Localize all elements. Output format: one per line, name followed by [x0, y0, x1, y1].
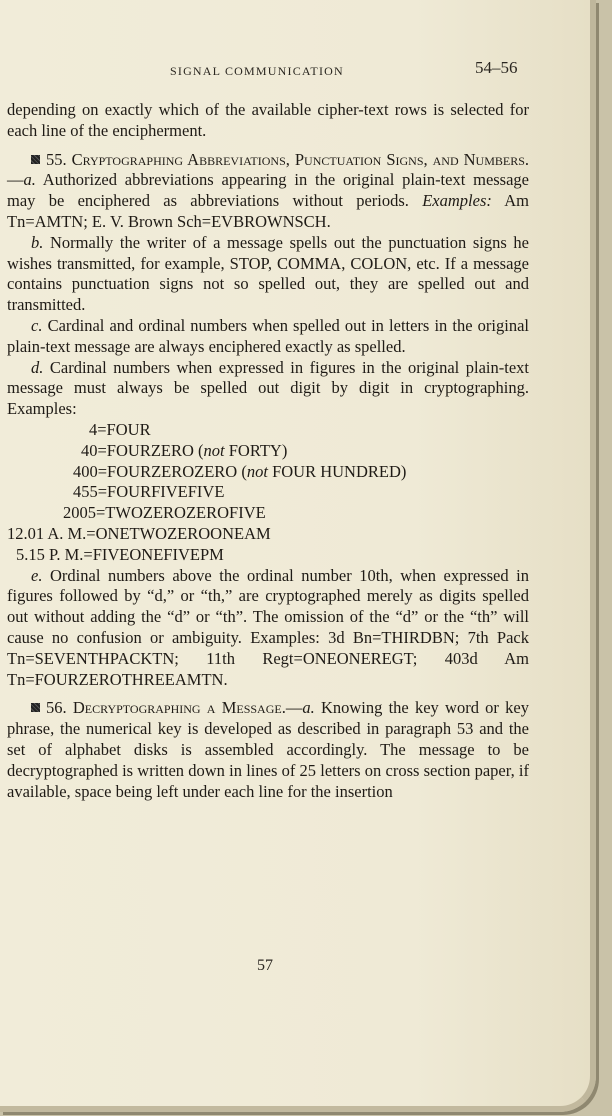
- text-55c: Cardinal and ordinal numbers when spelled out in letters in the original plain-text message are always enciphered exactly as spelled.: [7, 315, 529, 356]
- page-header: [0, 58, 590, 82]
- paragraph-55a: 55. Cryptographing Abbreviations, Punctuation Signs, and Numbers.—a. Authorized abbreviations appearing in the original plain-text message may be enciphered as abbreviations without periods. Examples: Am Tn=AMTN; E. V. Brown Sch=EVBROWNSCH.: [7, 149, 530, 231]
- label-55c: c.: [31, 315, 43, 335]
- section-range: 54–56: [475, 58, 518, 77]
- examples-55a: Am Tn=AMTN; E. V. Brown Sch=EVBROWNSCH.: [7, 191, 530, 231]
- label-56a: a.: [302, 698, 315, 718]
- text-55b: Normally the writer of a message spells out the punctuation signs he wishes transmitted, for example, STOP, COMMA, COLON, etc. If a message contains punctuation signs not so spelled out, they are spelled out and transmitted.: [7, 232, 530, 315]
- example-line: 455=FOURFIVEFIVE: [73, 482, 225, 502]
- section-marker-icon: [31, 703, 40, 712]
- paragraph-55e: [7, 566, 529, 691]
- paragraph-55b: [7, 233, 529, 316]
- example-line: 40=FOURZERO (not FORTY): [81, 440, 288, 460]
- examples-label-55a: Examples:: [422, 191, 492, 211]
- section-55-heading: Cryptographing Abbreviations, Punctuation Signs, and Numbers.: [71, 149, 529, 169]
- paragraph-56a: 56. Decryptographing a Message.—a. Knowing the key word or key phrase, the numerical key is developed as described in paragraph 53 and the set of alphabet disks is assembled accordingly. The message to be decryptographed is written down in lines of 25 letters on cross section paper, if available, space being left under each line for the insertion: [7, 698, 529, 801]
- label-55d: d.: [31, 357, 44, 377]
- paragraph-55c: [7, 316, 529, 358]
- example-line: 400=FOURZEROZERO (not FOUR HUNDRED): [73, 461, 407, 481]
- section-56-heading: Decryptographing a Message.: [72, 698, 286, 718]
- label-55a: a.: [23, 170, 36, 190]
- example-line: 5.15 P. M.=FIVEONEFIVEPM: [16, 544, 224, 564]
- label-55e: e.: [31, 565, 43, 585]
- text-55a: Authorized abbreviations appearing in the original plain-text message may be enciphered as abbreviations without periods.: [7, 170, 530, 211]
- body-text: [7, 100, 529, 802]
- section-56-number: 56.: [46, 698, 67, 718]
- paragraph-55d: [7, 358, 529, 420]
- example-line: 12.01 A. M.=ONETWOZEROONEAM: [7, 523, 271, 543]
- section-marker-icon: [31, 155, 40, 164]
- example-line: 2005=TWOZEROZEROFIVE: [63, 503, 266, 523]
- page-number: 57: [257, 957, 273, 974]
- continuation-paragraph: depending on exactly which of the available cipher-text rows is selected for each line of the encipherment.: [7, 100, 529, 140]
- running-head: SIGNAL COMMUNICATION: [170, 64, 344, 78]
- text-56a: Knowing the key word or key phrase, the numerical key is developed as described in paragraph 53 and the set of alphabet disks is assembled accordingly. The message to be decryptographed is written down in lines of 25 letters on cross section paper, if available, space being left under each line for the insertion: [7, 698, 529, 801]
- label-55b: b.: [31, 232, 44, 252]
- text-55e: Ordinal numbers above the ordinal number 10th, when expressed in figures followed by “d,” or “th,” are cryptographed merely as digits spelled out without adding the “d” or “th”. The omission of the “d” or the “th” will cause no confusion or ambiguity. Examples: 3d Bn=THIRDBN; 7th Pack Tn=SEVENTHPACKTN; 11th Regt=ONEONEREGT; 403d Am Tn=FOURZEROTHREEAMTN.: [7, 565, 530, 689]
- section-55-number: 55.: [46, 149, 67, 169]
- text-55d: Cardinal numbers when expressed in figures in the original plain-text message must always be spelled out digit by digit in cryptographing. Examples:: [7, 357, 529, 419]
- example-line: 4=FOUR: [89, 419, 151, 439]
